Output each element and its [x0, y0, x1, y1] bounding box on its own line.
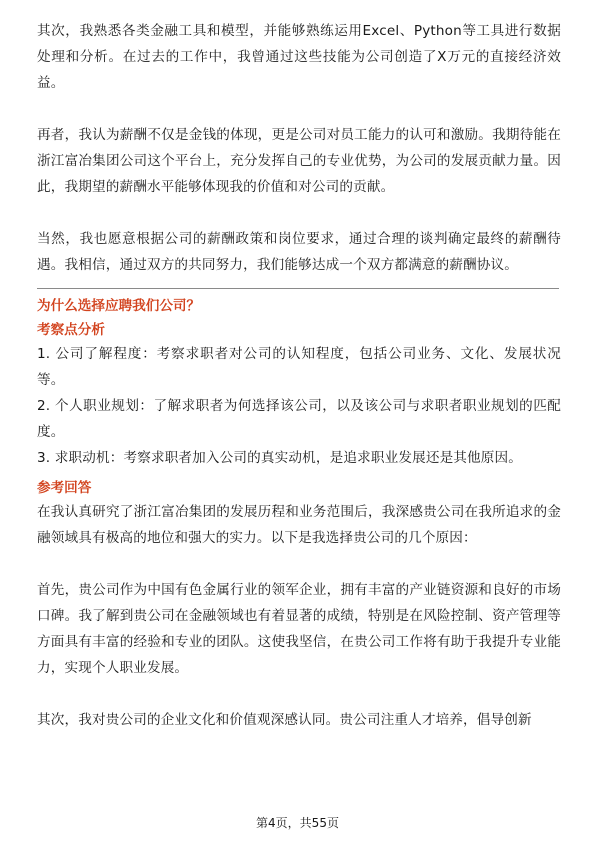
answer-paragraph-intro: 在我认真研究了浙江富冶集团的发展历程和业务范围后，我深感贵公司在我所追求的金融领域具有极高的地位和强大的实力。以下是我选择贵公司的几个原因：: [37, 504, 561, 546]
paragraph-negotiation: 当然，我也愿意根据公司的薪酬政策和岗位要求，通过合理的谈判确定最终的薪酬待遇。我相信，通过双方的共同努力，我们能够达成一个双方都满意的薪酬协议。: [37, 231, 561, 273]
paragraph-spacer: [37, 551, 561, 577]
section-divider: [37, 288, 559, 289]
analysis-item: 3. 求职动机：考察求职者加入公司的真实动机，是追求职业发展还是其他原因。: [37, 450, 523, 466]
answer-paragraph-first: 首先，贵公司作为中国有色金属行业的领军企业，拥有丰富的产业链资源和良好的市场口碑。我了解到贵公司在金融领域也有着显著的成绩，特别是在风险控制、资产管理等方面具有丰富的经验和专业的团队。这使我坚信，在贵公司工作将有助于我提升专业能力，实现个人职业发展。: [37, 582, 561, 676]
question-heading: 为什么选择应聘我们公司？: [37, 298, 201, 314]
analysis-heading: 考察点分析: [37, 322, 105, 338]
analysis-item: 1. 公司了解程度：考察求职者对公司的认知程度，包括公司业务、文化、发展状况等。: [37, 346, 561, 388]
paragraph-spacer: [37, 681, 561, 707]
answer-heading: 参考回答: [37, 480, 92, 496]
answer-paragraph-second: 其次，我对贵公司的企业文化和价值观深感认同。贵公司注重人才培养，倡导创新: [37, 712, 532, 728]
page-number-footer: 第4页，共55页: [256, 816, 339, 830]
paragraph-skills: 其次，我熟悉各类金融工具和模型，并能够熟练运用Excel、Python等工具进行数据处理和分析。在过去的工作中，我曾通过这些技能为公司创造了X万元的直接经济效益。: [37, 23, 561, 91]
paragraph-salary-view: 再者，我认为薪酬不仅是金钱的体现，更是公司对员工能力的认可和激励。我期待能在浙江富冶集团公司这个平台上，充分发挥自己的专业优势，为公司的发展贡献力量。因此，我期望的薪酬水平能够体现我的价值和对公司的贡献。: [37, 127, 561, 195]
paragraph-spacer: [37, 200, 561, 226]
document-body: [37, 18, 561, 733]
paragraph-spacer: [37, 96, 561, 122]
analysis-item: 2. 个人职业规划：了解求职者为何选择该公司，以及该公司与求职者职业规划的匹配度。: [37, 398, 561, 440]
